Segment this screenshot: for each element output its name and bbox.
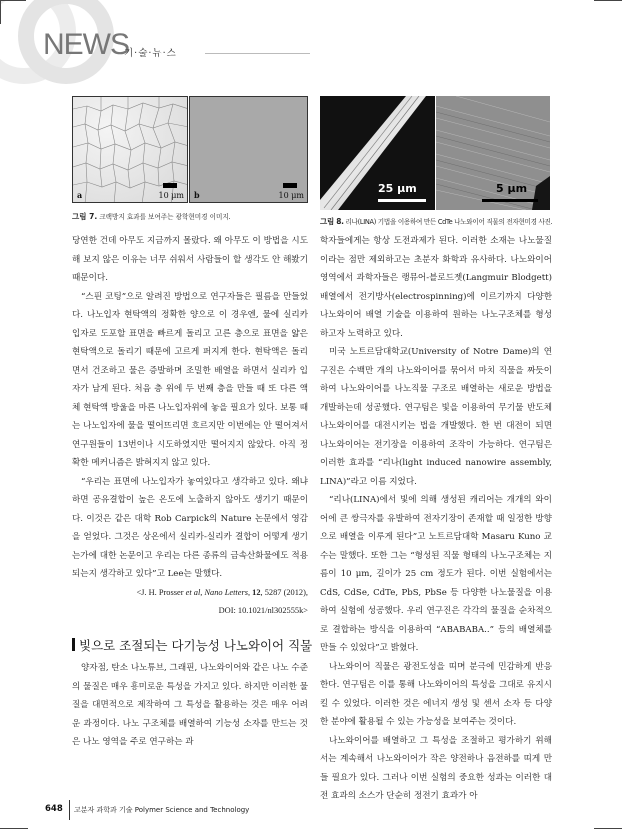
heading-bar — [72, 638, 75, 651]
crop-mark-bottom-left — [0, 828, 28, 829]
figure8-panel-a — [320, 96, 435, 210]
section-heading — [72, 636, 312, 654]
reference-pages: , 5287 (2012), — [260, 587, 308, 597]
news-logo: NEWS — [43, 28, 129, 61]
scale-label: 10 μm — [158, 191, 184, 200]
nanowire-texture-graphic — [436, 96, 550, 210]
paragraph: “리나(LINA)에서 빛에 의해 생성된 캐리어는 개개의 와이어에 큰 쌍극자를 유발하여 전자기장이 존재할 때 일정한 방향으로 배열을 이루게 된다”고 노트르담대학 Masaru Kuno 교수는 말했다. 또한 그는 “형성된 직물 형태의 나노구조체는 지름이 10 μm, 길이가 25 cm 정도가 된다. 이번 실험에서는 CdS, CdSe, CdTe, PbS, PbSe 등 다양한 나노물질을 이용하여 실험에 성공했다. 우리 연구진은 각각의 물질을 순차적으로 결합하는 방식을 이용하여 “ABABABA..” 등의 배열체를 만들 수 있었다”고 밝혔다. — [320, 495, 552, 653]
scale-label: 25 μm — [378, 182, 417, 195]
paragraph: “우리는 표면에 나노입자가 놓여있다고 생각하고 있다. 왜냐하면 공유결합이 높은 온도에 노출하지 않아도 생기기 때문이다. 이것은 같은 대학 Rob Carpick의 Nature 논문에서 영감을 얻었다. 그것은 상온에서 실리카-실리카 결합이 어떻게 생기는가에 대한 논문이고 우리는 다른 종류의 금속산화물에도 적용되는지 생각하고 있다”고 Lee는 말했다. — [72, 476, 308, 579]
right-column — [320, 232, 552, 806]
figure7-caption-text: 크랙방지 효과를 보여주는 광학현미경 이미지. — [99, 213, 231, 221]
figure7-caption — [72, 211, 231, 222]
section-heading-text: 빛으로 조절되는 다기능성 나노와이어 직물 — [79, 638, 313, 653]
paragraph: 미국 노트르담대학교(University of Notre Dame)의 연구진은 수백만 개의 나노와이어를 묶어서 마치 직물을 짜듯이 하여 나노와이어를 나노직물 구조로 배열하는 새로운 방법을 개발하는데 성공했다. 연구팀은 빛을 이용하여 무기물 반도체 나노와이어를 대전시키는 법을 개발했다. 한 번 대전이 되면 나노와이어는 전기장을 이용하여 조작이 가능하다. 연구팀은 이러한 효과를 “리나(light induced nanowire assembly, LINA)”라고 이름 지었다. — [320, 347, 552, 487]
scale-bar — [482, 199, 538, 202]
figure8-caption — [320, 216, 552, 227]
scale-label: 5 μm — [496, 182, 528, 195]
scale-bar — [163, 183, 177, 188]
left-column — [72, 232, 308, 621]
scale-bar — [378, 199, 426, 202]
reference-etal: et al — [185, 587, 201, 597]
figure7-panel-a — [72, 96, 188, 203]
reference-separator: , — [200, 587, 205, 597]
scale-label: 10 μm — [278, 191, 304, 200]
reference-authors: <J. H. Prosser — [136, 587, 186, 597]
crop-mark-top-right — [594, 0, 622, 1]
journal-name: 고분자 과학과 기술 Polymer Science and Technology — [74, 806, 250, 814]
crop-mark-top-left-v — [0, 0, 1, 24]
left-column-section — [72, 659, 308, 752]
reference-separator: , — [247, 587, 253, 597]
paragraph: 당연한 건데 아무도 지금까지 몰랐다. 왜 아무도 이 방법을 시도해 보지 않은 이유는 너무 쉬워서 사람들이 할 생각도 안 해봤기 때문이다. — [72, 236, 308, 283]
figure8-panel-b — [436, 96, 550, 210]
reference-citation — [72, 584, 308, 603]
reference-volume: 12 — [252, 587, 261, 597]
paragraph: 나노와이어를 배열하고 그 특성을 조절하고 평가하기 위해서는 계속해서 나노와이어가 작은 양전하나 음전하를 띠게 만들 필요가 있다. 그러나 이번 실험의 중요한 성과는 이러한 대전 효과의 소스가 단순히 정전기 효과가 아 — [320, 735, 552, 801]
paragraph: 나노와이어 직물은 광전도성을 띠며 분극에 민감하게 반응한다. 연구팀은 이를 통해 나노와이어의 특성을 그대로 유지시킬 수 있었다. 이러한 것은 에너지 생성 및 센서 소자 등 다양한 분야에 활용될 수 있는 가능성을 보여주는 것이다. — [320, 661, 552, 727]
header-rule — [205, 53, 310, 54]
figure8-caption-label: 그림 8. — [320, 217, 344, 226]
paragraph: 학자들에게는 항상 도전과제가 된다. 이러한 소재는 나노물질이라는 점만 제외하고는 초분자 화학과 유사하다. 나노와이어 영역에서 과학자들은 랭뮤어-블로드젯(Langmuir Blodgett) 배열에서 전기방사(electrospinning)에 이르기까지 다양한 나노와이어 배열 기술을 이용하여 원하는 나노구조체를 형성하고자 노력하고 있다. — [320, 236, 552, 339]
crop-mark-bottom-right — [594, 828, 622, 829]
paragraph: 양자점, 탄소 나노튜브, 그래핀, 나노와이어와 같은 나노 수준의 물질은 매우 흥미로운 특성을 가지고 있다. 하지만 이러한 물질을 대면적으로 제작하여 그 특성을 활용하는 것은 매우 어려운 과정이다. 나노 구조체를 배열하여 기능성 소자를 만드는 것은 나노 영역을 주로 연구하는 과 — [72, 663, 308, 747]
figure7-panel-b — [189, 96, 308, 203]
footer-rule — [69, 800, 70, 820]
paragraph: “스핀 코팅”으로 알려진 방법으로 연구자들은 필름을 만들었다. 나노입자 현탁액의 정확한 양으로 이 경우엔, 물에 실리카 입자로 도포할 표면을 빠르게 돌리고 고른 층으로 표면을 얇은 현탁액으로 돌리기 때문에 고르게 퍼지게 한다. 현탁액은 돌리면서 건조하고 물은 증발하며 조밀한 배열을 하면서 실리카 입자가 남게 된다. 처음 층 위에 두 번째 층을 만들 때 또 다른 액체 현탁액 방울을 마른 나노입자위에 놓을 필요가 있다. 보통 때는 나노입자에 물을 떨어뜨리면 흐르지만 이번에는 안 떨어져서 연구원들이 13번이나 시도하였지만 떨어지지 않았다. 아직 정확한 메커니즘은 밝혀지지 않고 있다. — [72, 291, 308, 468]
figure8-caption-text: 리나(LINA) 기법을 이용하여 만든 CdTe 나노와이어 직물의 전자현미경 사진. — [345, 218, 553, 226]
scale-bar — [283, 183, 297, 188]
page-number: 648 — [45, 804, 63, 814]
panel-letter-a: a — [77, 190, 83, 200]
reference-doi: DOI: 10.1021/nl302555k> — [218, 606, 308, 615]
crop-mark-top-left-h — [0, 0, 26, 1]
panel-letter-b: b — [194, 190, 200, 200]
section-subtitle: 기·술·뉴·스 — [124, 48, 177, 59]
reference-journal: Nano Letters — [204, 587, 248, 597]
figure7-caption-label: 그림 7. — [72, 212, 98, 221]
